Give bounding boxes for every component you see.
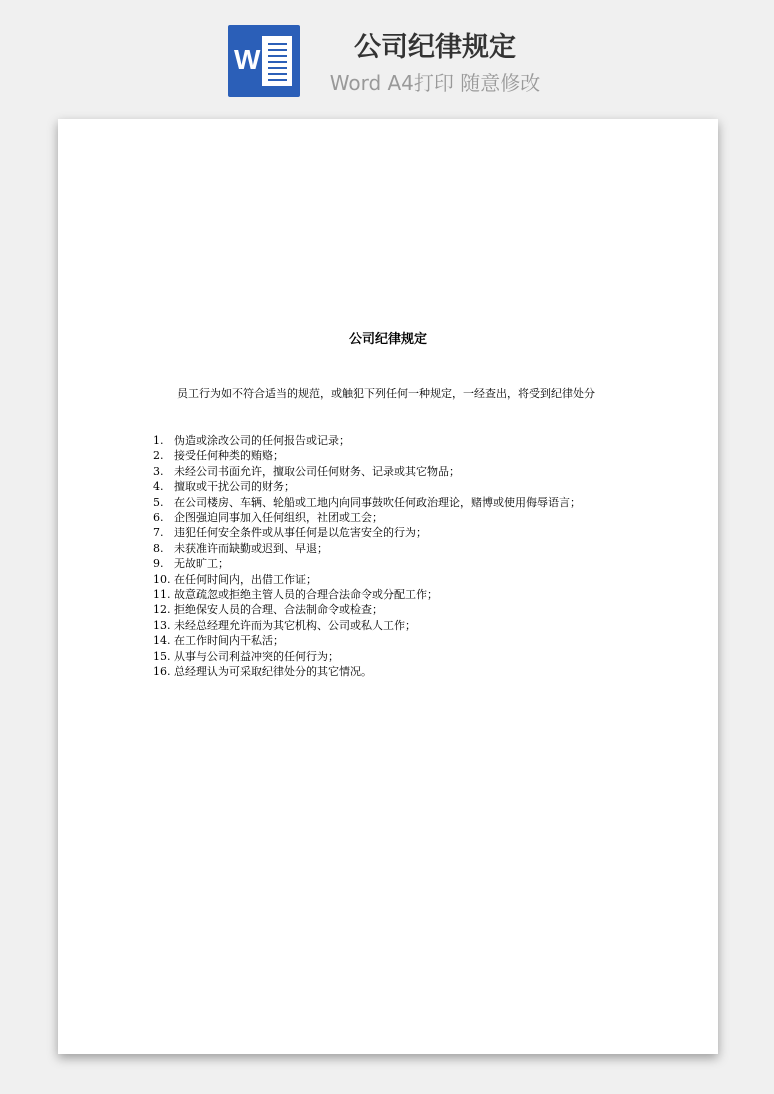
rule-item <box>153 618 633 633</box>
rule-item <box>153 664 633 679</box>
rule-text: 未获准许而缺勤或迟到、早退； <box>174 541 328 555</box>
header <box>0 0 774 118</box>
rule-item <box>153 433 633 448</box>
header-title: 公司纪律规定 <box>354 32 516 63</box>
rule-item <box>153 448 633 463</box>
rule-item <box>153 510 633 525</box>
document-intro: 员工行为如不符合适当的规范，或触犯下列任何一种规定，一经查出，将受到纪律处分 <box>177 387 595 400</box>
rule-number: 3. <box>153 464 164 478</box>
rule-text: 未经公司书面允许，擅取公司任何财务、记录或其它物品； <box>174 464 460 478</box>
rule-number: 13. <box>153 618 171 632</box>
rule-item <box>153 479 633 494</box>
rule-number: 12. <box>153 603 171 617</box>
rule-text: 在工作时间内干私活； <box>174 634 284 648</box>
rule-number: 8. <box>153 541 164 555</box>
rule-number: 6. <box>153 511 164 525</box>
document-sheet-icon <box>262 36 292 86</box>
rule-item <box>153 587 633 602</box>
rule-item <box>153 556 633 571</box>
rule-text: 未经总经理允许而为其它机构、公司或私人工作； <box>174 618 416 632</box>
rule-item <box>153 649 633 664</box>
rule-text: 无故旷工； <box>174 557 229 571</box>
rule-text: 拒绝保安人员的合理、合法制命令或检查； <box>174 603 383 617</box>
rule-item <box>153 633 633 648</box>
rule-number: 15. <box>153 649 171 663</box>
rule-number: 5. <box>153 495 164 509</box>
rule-item <box>153 602 633 617</box>
rules-list <box>153 433 633 680</box>
rule-number: 11. <box>153 588 171 602</box>
rule-number: 7. <box>153 526 164 540</box>
rule-item <box>153 572 633 587</box>
rule-text: 接受任何种类的贿赂； <box>174 449 284 463</box>
rule-text: 在任何时间内，出借工作证； <box>174 572 317 586</box>
rule-text: 伪造或涂改公司的任何报告或记录； <box>174 434 350 447</box>
rule-item <box>153 525 633 540</box>
rule-number: 9. <box>153 557 164 571</box>
rule-number: 4. <box>153 480 164 494</box>
rule-number: 16. <box>153 665 171 679</box>
rule-item <box>153 541 633 556</box>
header-subtitle: Word A4打印 随意修改 <box>329 71 541 95</box>
rule-text: 擅取或干扰公司的财务； <box>174 480 295 494</box>
rule-number: 2. <box>153 449 164 463</box>
rule-text: 从事与公司利益冲突的任何行为； <box>174 649 339 663</box>
word-icon-letter: W <box>234 44 261 75</box>
rule-text: 违犯任何安全条件或从事任何是以危害安全的行为； <box>174 526 427 540</box>
word-icon <box>228 25 300 97</box>
rule-item <box>153 464 633 479</box>
rule-text: 总经理认为可采取纪律处分的其它情况。 <box>174 665 372 679</box>
rule-text: 故意疏忽或拒绝主管人员的合理合法命令或分配工作； <box>174 588 438 602</box>
rule-number: 14. <box>153 634 171 648</box>
rule-number: 10. <box>153 572 171 586</box>
rule-item <box>153 495 633 510</box>
rule-text: 企图强迫同事加入任何组织，社团或工会； <box>174 511 383 525</box>
rule-number: 1. <box>153 434 164 447</box>
rule-text: 在公司楼房、车辆、轮船或工地内向同事鼓吹任何政治理论，赌博或使用侮辱语言； <box>174 495 581 509</box>
document-page <box>58 119 718 1054</box>
document-title: 公司纪律规定 <box>348 332 427 347</box>
